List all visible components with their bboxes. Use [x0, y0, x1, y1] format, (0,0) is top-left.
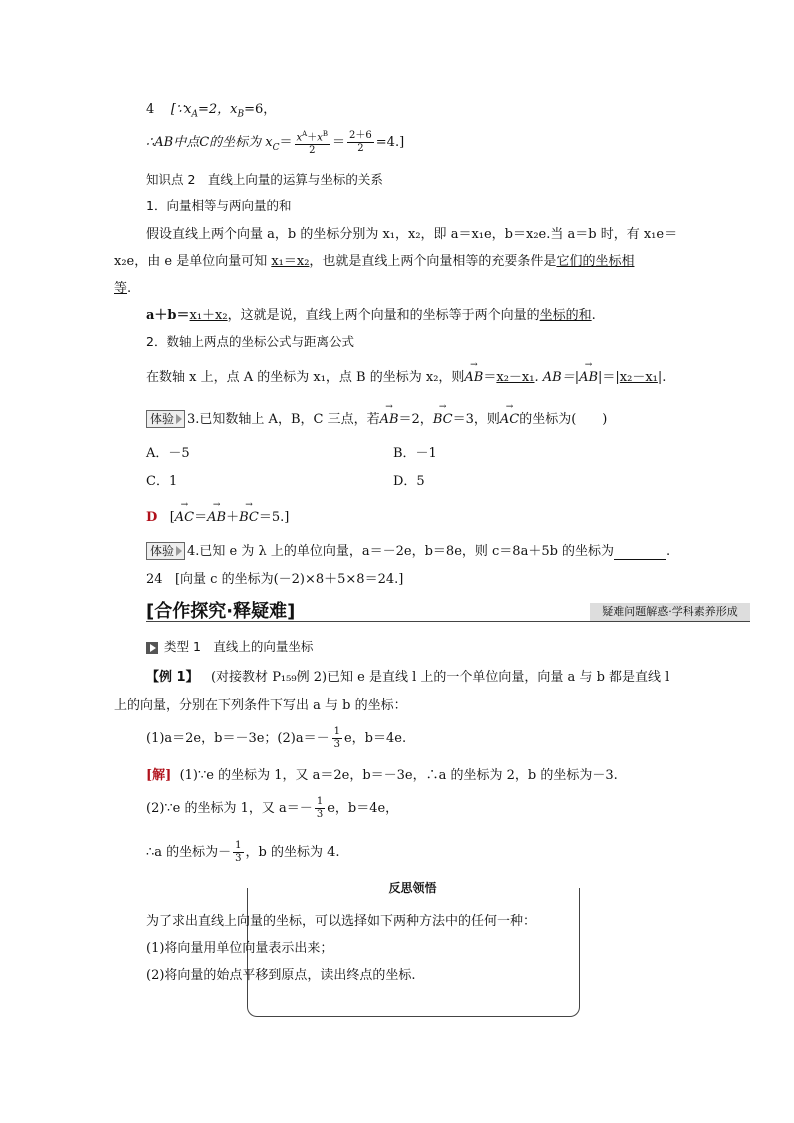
text: ，b 的坐标为 4.: [245, 845, 340, 860]
underlined-answer: x₁＋x₂: [189, 308, 228, 323]
text: ∴a 的坐标为－: [146, 845, 232, 860]
text: 3.已知数轴上 A，B，C 三点，若: [187, 412, 380, 427]
text: x₂e，由 e 是单位向量可知: [114, 254, 272, 269]
answer-number: 24: [146, 572, 163, 587]
answer-blank: [614, 547, 666, 560]
q4-solution: [146, 568, 403, 587]
subsection-2: 2．数轴上两点的坐标公式与距离公式: [146, 334, 354, 349]
fraction: $\frac{1}{3}$: [235, 840, 242, 864]
option-b: B．－1: [393, 446, 437, 461]
paragraph-line: [114, 250, 634, 269]
text: ∴AB中点C的坐标为 x: [146, 135, 273, 151]
text: ，这就是说，直线上两个向量和的坐标等于两个向量的: [227, 308, 540, 323]
text: 3: [333, 739, 340, 750]
text: [: [169, 510, 175, 525]
reflection-line: (1)将向量用单位向量表示出来；: [146, 941, 334, 956]
text: [∵x: [170, 102, 192, 117]
answer-line-1: 4 [$\because x_A=2$，$x_B=6$，: [146, 102, 277, 120]
underlined-answer: x₁＝x₂: [271, 254, 310, 269]
text: =6，: [244, 102, 277, 117]
knowledge-point-title: 知识点 2 直线上向量的运算与坐标的关系: [146, 172, 383, 187]
question-3: [146, 408, 607, 428]
section-divider: [146, 621, 750, 622]
paragraph-line: [146, 366, 666, 385]
text: =4.]: [375, 135, 405, 151]
text: [向量 c 的坐标为(－2)×8＋5×8＝24.]: [174, 572, 404, 587]
option-c: C．1: [146, 474, 178, 489]
example-line: [146, 726, 406, 751]
text: 在数轴 x 上，点 A 的坐标为 x₁，点 B 的坐标为 x₂，则: [146, 370, 465, 385]
type-heading: [146, 637, 313, 655]
text: e，b＝4e.: [343, 731, 407, 746]
text: a＋b＝: [146, 308, 190, 323]
tiyan-tag: 体验: [146, 410, 185, 428]
text: .: [666, 544, 671, 559]
example-line: [146, 666, 669, 685]
subsection-1: 1．向量相等与两向量的和: [146, 198, 292, 213]
vector: → AC: [175, 510, 194, 525]
paragraph-line: [114, 277, 131, 296]
text: ＋: [226, 510, 240, 525]
vector: → BC: [433, 412, 453, 427]
text: |＝|: [598, 370, 620, 385]
text: ＝: [483, 370, 497, 385]
paragraph-line: 假设直线上两个向量 a，b 的坐标分别为 x₁，x₂，即 a＝x₁e，b＝x₂e.当 a＝b 时，有 x₁e＝: [146, 227, 678, 242]
answer-line-2: ∴AB中点C的坐标为 $x_C=$ $\frac{x^A+x^B}{2}$ ＝ $\frac{2+6}{2}$ =4.]: [146, 130, 405, 157]
text: 2: [309, 145, 316, 157]
text: 【例 1】: [146, 670, 199, 685]
text: ＝5.]: [258, 510, 290, 525]
solution-label: [解]: [146, 768, 172, 783]
text: (2)∵e 的坐标为 1，又 a＝－: [146, 801, 313, 816]
example-line: 上的向量，分别在下列条件下写出 a 与 b 的坐标：: [114, 698, 407, 713]
text: x: [296, 132, 303, 144]
fraction: $\frac{1}{3}$: [316, 796, 324, 820]
paragraph-line: [146, 304, 596, 323]
underlined-answer: x₂－x₁: [496, 370, 535, 385]
vector: → BC: [239, 510, 259, 525]
text: e，b＝4e，: [327, 801, 399, 816]
option-a: A．－5: [146, 446, 190, 461]
text: . AB＝|: [534, 370, 580, 385]
option-d: D．5: [393, 474, 425, 489]
text: ＝3，则: [452, 412, 500, 427]
vector: → AB: [207, 510, 226, 525]
vector: → AC: [500, 412, 519, 427]
underlined-answer: 等: [114, 281, 128, 296]
solution-line: [146, 764, 618, 783]
reflection-title: [249, 879, 576, 896]
answer-letter: D: [146, 510, 158, 525]
text: (1)a＝2e，b＝－3e；(2)a＝－: [146, 731, 330, 746]
text: 3: [316, 809, 324, 820]
solution-line: [146, 796, 398, 821]
text: |.: [657, 370, 667, 385]
underlined-answer: 它们的坐标相: [556, 254, 635, 269]
vector: → AB: [579, 370, 598, 385]
underlined-answer: 坐标的和: [539, 308, 592, 323]
vector: → AB: [380, 412, 399, 427]
reflection-line: 为了求出直线上向量的坐标，可以选择如下两种方法中的任何一种：: [146, 914, 537, 929]
text: 类型 1 直线上的向量坐标: [164, 639, 314, 654]
text: ＝2，: [398, 412, 433, 427]
text: 4.已知 e 为 λ 上的单位向量，a＝－2e，b＝8e，则 c＝8a＋5b 的坐标为: [187, 544, 615, 559]
question-4: [146, 540, 670, 560]
play-icon: [146, 642, 158, 654]
section-subtitle: 疑难问题解惑·学科素养形成: [590, 603, 750, 621]
text: 反思领悟: [382, 881, 442, 895]
text: ＝: [194, 510, 208, 525]
underlined-answer: x₂－x₁: [619, 370, 658, 385]
vector: → AB: [464, 370, 483, 385]
answer-number: 4: [146, 102, 155, 117]
solution-line: [146, 840, 340, 865]
section-title: [合作探究·释疑难]: [146, 601, 296, 622]
text: 3: [235, 853, 242, 864]
fraction: $\frac{1}{3}$: [333, 726, 340, 750]
text: ，也就是直线上两个向量相等的充要条件是: [309, 254, 557, 269]
text: =2，x: [198, 102, 238, 117]
fraction: $\frac{2+6}{2}$: [349, 130, 372, 155]
q3-solution: [146, 506, 289, 525]
reflection-line: (2)将向量的始点平移到原点，读出终点的坐标.: [146, 968, 416, 983]
text: 的坐标为( ): [519, 412, 608, 427]
text: 2: [357, 143, 364, 155]
text: .: [591, 308, 596, 323]
fraction: $\frac{x^A+x^B}{2}$: [296, 130, 329, 157]
tiyan-tag: 体验: [146, 542, 185, 560]
text: (对接教材 P₁₅₉例 2)已知 e 是直线 l 上的一个单位向量，向量 a 与 b 都是直线 l: [210, 670, 670, 685]
text: .: [127, 281, 132, 296]
text: (1)∵e 的坐标为 1，又 a＝2e，b＝－3e，∴a 的坐标为 2，b 的坐标为－3.: [179, 768, 618, 783]
